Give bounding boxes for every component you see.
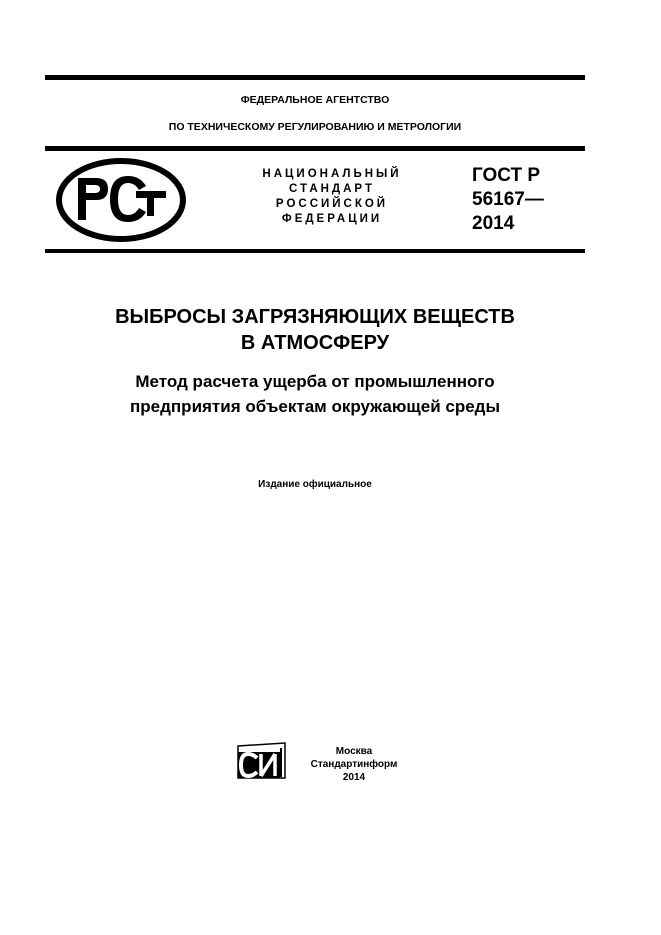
publisher-city: Москва [335,746,373,757]
gost-line-2: 56167— [472,189,544,210]
header-rule [45,146,585,151]
document-title [40,304,590,356]
standartinform-logo-icon [235,740,289,782]
national-standard-line-4: ФЕДЕРАЦИИ [281,213,383,225]
document-title-line-1: ВЫБРОСЫ ЗАГРЯЗНЯЮЩИХ ВЕЩЕСТВ [115,306,515,328]
publisher-year: 2014 [342,772,366,783]
gost-designation [472,164,544,236]
national-standard-line-1: НАЦИОНАЛЬНЫЙ [262,168,402,180]
national-standard-line-3: РОССИЙСКОЙ [275,198,389,210]
agency-name-line-2: ПО ТЕХНИЧЕСКОМУ РЕГУЛИРОВАНИЮ И МЕТРОЛОГИИ [168,121,462,133]
publisher-imprint [296,745,412,784]
document-title-line-2: В АТМОСФЕРУ [240,332,390,354]
document-subtitle-line-2: предприятия объектам окружающей среды [130,397,500,416]
gost-line-3: 2014 [472,213,515,234]
gost-line-1: ГОСТ Р [472,165,541,186]
top-rule [45,75,585,80]
header-bottom-rule [45,249,585,253]
rst-certification-mark-icon [56,158,186,242]
edition-label: Издание официальное [258,479,372,490]
agency-name-line-1: ФЕДЕРАЛЬНОЕ АГЕНТСТВО [240,94,390,106]
publisher-name: Стандартинформ [310,759,398,770]
document-subtitle [40,369,590,419]
document-subtitle-line-1: Метод расчета ущерба от промышленного [135,372,495,391]
national-standard-label [232,167,432,227]
national-standard-line-2: СТАНДАРТ [289,183,375,195]
